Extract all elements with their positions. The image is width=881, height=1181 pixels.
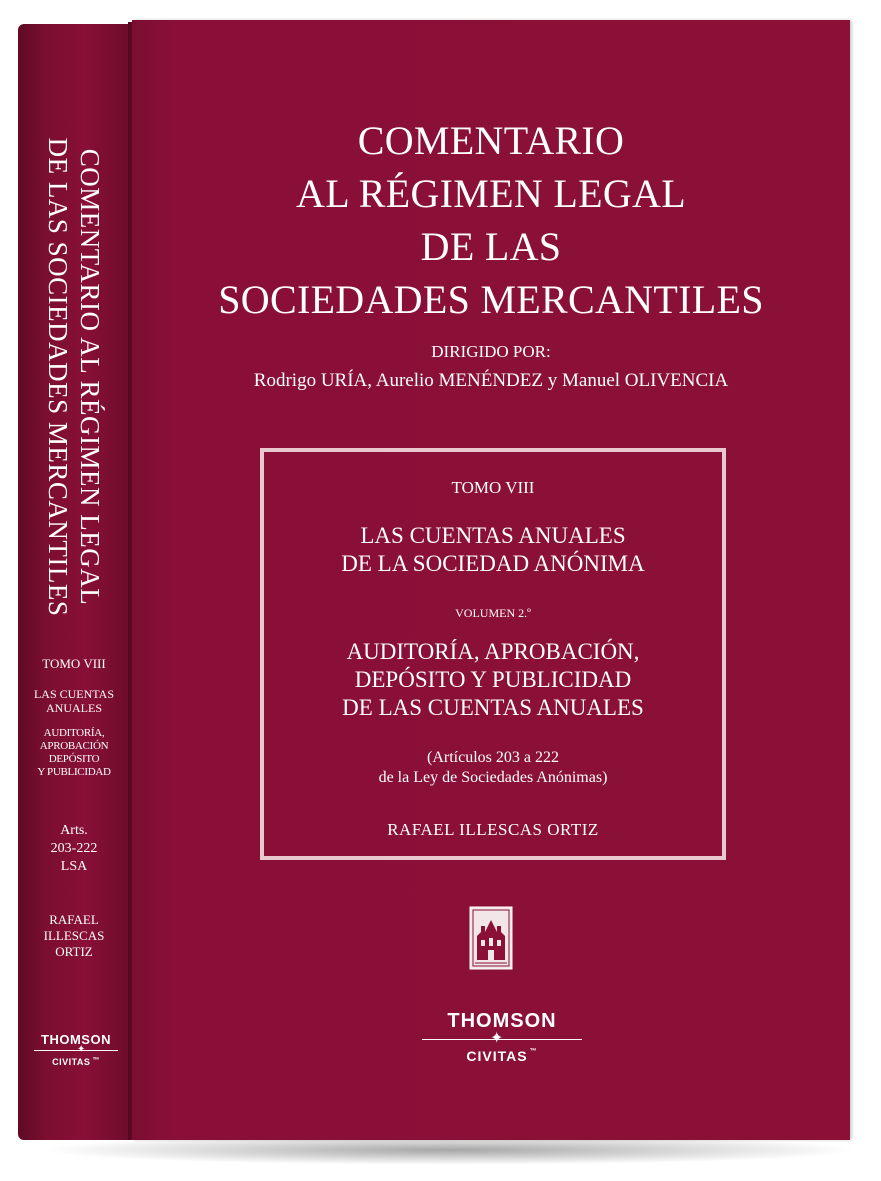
spine-articles xyxy=(18,822,130,876)
front-cover xyxy=(132,20,850,1140)
spine-author-line3: ORTIZ xyxy=(55,944,93,959)
spine-title xyxy=(42,138,106,617)
star-icon: ✦ xyxy=(77,1044,86,1055)
volume-subject xyxy=(264,522,722,578)
spine-title-line2: DE LAS SOCIEDADES MERCANTILES xyxy=(43,137,73,617)
articles-range xyxy=(264,748,722,788)
spine-cuentas xyxy=(18,687,130,715)
volume-title xyxy=(264,638,722,722)
spine-audit-line3: DEPÓSITO xyxy=(48,753,100,765)
spine-audit-line2: APROBACIÓN xyxy=(39,740,109,752)
spine-author-line1: RAFAEL xyxy=(49,912,99,927)
main-title-line4: SOCIEDADES MERCANTILES xyxy=(218,277,764,322)
spine-publisher-name: THOMSON xyxy=(41,1032,111,1047)
cuentas-line2: DE LA SOCIEDAD ANÓNIMA xyxy=(341,551,645,576)
publisher-seal-icon xyxy=(469,906,513,970)
articulos-line1: (Artículos 203 a 222 xyxy=(427,749,559,766)
spine-arts-line3: LSA xyxy=(60,859,88,874)
main-title-line1: COMENTARIO xyxy=(357,118,625,163)
spine-title-area xyxy=(18,112,130,642)
publisher-name: THOMSON xyxy=(447,1010,557,1032)
spine-author-line2: ILLESCAS xyxy=(43,928,105,943)
book-spine xyxy=(18,24,130,1140)
spine-tomo: TOMO VIII xyxy=(42,656,106,671)
main-title-line2: AL RÉGIMEN LEGAL xyxy=(296,171,686,216)
spine-cuentas-line1: LAS CUENTAS xyxy=(33,687,115,701)
spine-logo-rule xyxy=(34,1044,118,1055)
tomo-label: TOMO VIII xyxy=(451,478,535,497)
spine-imprint: CIVITAS ™ xyxy=(52,1057,100,1067)
imprint-name: CIVITAS ™ xyxy=(466,1048,538,1064)
directed-by-label: DIRIGIDO POR: xyxy=(431,342,551,361)
spine-arts-line2: 203-222 xyxy=(50,841,98,856)
star-icon: ✦ xyxy=(490,1030,504,1047)
spine-audit-line1: AUDITORÍA, xyxy=(43,727,105,739)
spine-cuentas-line2: ANUALES xyxy=(46,701,102,715)
spine-arts-line1: Arts. xyxy=(60,823,88,838)
spine-title-line1: COMENTARIO AL RÉGIMEN LEGAL xyxy=(75,148,105,606)
main-title-line3: DE LAS xyxy=(420,224,562,269)
auditoria-line3: DE LAS CUENTAS ANUALES xyxy=(342,695,644,720)
auditoria-line2: DEPÓSITO Y PUBLICIDAD xyxy=(354,667,632,692)
spine-auditoria xyxy=(18,727,130,779)
volume-number: VOLUMEN 2.º xyxy=(455,606,531,620)
author-name: RAFAEL ILLESCAS ORTIZ xyxy=(387,820,599,839)
auditoria-line1: AUDITORÍA, APROBACIÓN, xyxy=(346,639,640,664)
articulos-line2: de la Ley de Sociedades Anónimas) xyxy=(378,769,608,786)
directors: Rodrigo URÍA, Aurelio MENÉNDEZ y Manuel OLIVENCIA xyxy=(253,370,729,391)
spine-publisher-logo xyxy=(28,1032,124,1067)
publisher-logo xyxy=(422,1010,582,1064)
main-title xyxy=(132,114,850,326)
volume-frame xyxy=(260,448,726,860)
spine-author xyxy=(18,912,130,960)
spine-audit-line4: Y PUBLICIDAD xyxy=(37,766,111,778)
cuentas-line1: LAS CUENTAS ANUALES xyxy=(360,523,626,548)
logo-rule xyxy=(422,1030,582,1047)
